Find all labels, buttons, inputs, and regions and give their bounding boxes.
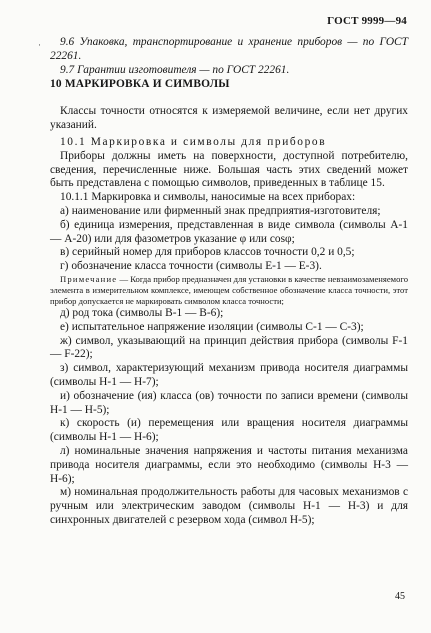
item-9-7: 9.7 Гарантии изготовителя — по ГОСТ 22261. <box>60 63 290 76</box>
list-item-z: з) символ, характеризующий механизм привода носителя диаграммы (символы Н-1 — Н-7); <box>50 362 408 388</box>
note-label: Примечание <box>60 273 118 284</box>
list-item-e: е) испытательное напряжение изоляции (символы С-1 — С-3); <box>60 320 364 333</box>
list-item-v: в) серийный номер для приборов классов точности 0,2 и 0,5; <box>60 246 355 259</box>
note-text: — Когда прибор предназначен для установки в качестве невзаимозаменяемого элемента в измерительном комплексе, имеющем собственное обозначение класса точности, этот прибор допускается не маркировать символом класса точности; <box>50 273 408 306</box>
list-item-zh: ж) символ, указывающий на принцип действия прибора (символы F-1 — F-22); <box>50 334 408 361</box>
list-item-m: м) номинальная продолжительность работы для часовых механизмов с ручным или электрическим заводом (символы Н-1 — Н-3) и для синхронных двигателей с резервом хода (символ Н-5); <box>50 486 408 526</box>
list-item-g: г) обозначение класса точности (символы Е-1 — Е-3). <box>60 260 322 273</box>
list-item-a: а) наименование или фирменный знак предприятия-изготовителя; <box>60 204 381 217</box>
scan-mark: · <box>38 40 41 50</box>
list-item-l: л) номинальные значения напряжения и частоты питания механизма привода носителя диаграммы, если это необходимо (символы Н-3 — Н-6); <box>50 444 408 485</box>
section-10-heading: 10 МАРКИРОВКА И СИМВОЛЫ <box>50 78 230 91</box>
section-10-intro: Классы точности относятся к измеряемой величине, если нет других указаний. <box>50 105 408 132</box>
page-number: 45 <box>395 591 405 602</box>
list-item-i: и) обозначение (ия) класса (ов) точности по записи времени (символы Н-1 — Н-5); <box>50 389 408 416</box>
item-10-1-1: 10.1.1 Маркировка и символы, наносимые на всех приборах: <box>60 191 356 204</box>
list-item-k: к) скорость (и) перемещения или вращения носителя диаграммы (символы Н-1 — Н-6); <box>50 417 408 444</box>
list-item-d: д) род тока (символы В-1 — В-6); <box>60 306 224 319</box>
subsection-10-1-heading: 10.1 Маркировка и символы для приборов <box>60 135 327 148</box>
note <box>50 274 408 307</box>
item-9-6: 9.6 Упаковка, транспортирование и хранение приборов — по ГОСТ 22261. <box>50 36 408 62</box>
document-code: ГОСТ 9999—94 <box>327 15 407 27</box>
page-body <box>50 36 408 528</box>
list-item-b: б) единица измерения, представленная в виде символа (символы А-1 — А-20) или для фазометров указание φ или cosφ; <box>50 218 408 245</box>
subsection-10-1-paragraph: Приборы должны иметь на поверхности, доступной потребителю, сведения, перечисленные ниже. Большая часть этих сведений может быть представлена с помощью символов, приведенных в таблице 15. <box>50 149 408 190</box>
